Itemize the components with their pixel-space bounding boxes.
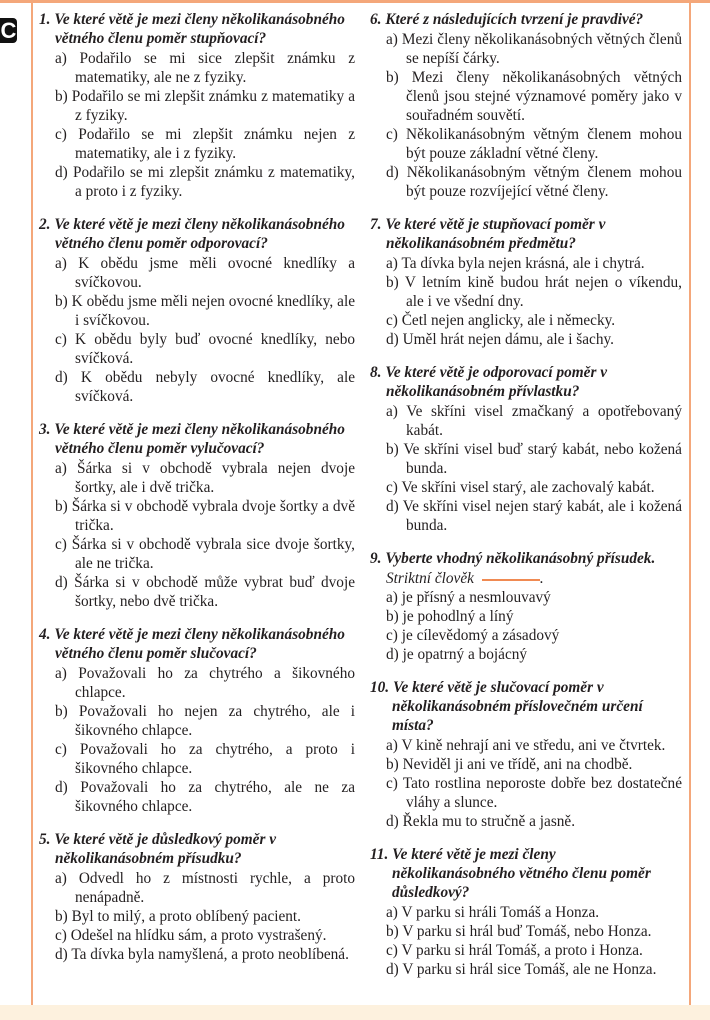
option-text: K obědu nebyly ovocné knedlíky, ale svíčková.	[75, 369, 355, 405]
option-letter: b)	[55, 498, 68, 515]
option-letter: a)	[55, 255, 67, 272]
option-letter: a)	[386, 403, 398, 420]
answer-option[interactable]	[55, 497, 355, 535]
answer-option[interactable]	[386, 755, 682, 774]
option-text: Mezi členy několikanásobných větných členů se nepíší čárky.	[401, 31, 682, 67]
option-text: Četl nejen anglicky, ale i německy.	[401, 312, 616, 329]
option-text: Ve skříni visel nejen starý kabát, ale i kožená bunda.	[402, 498, 682, 534]
option-text: Považovali ho za chytrého, a proto i šikovného chlapce.	[75, 741, 356, 777]
question-6	[370, 10, 682, 201]
option-text: je cílevědomý a zásadový	[401, 627, 560, 644]
question-3	[39, 420, 355, 611]
answer-option[interactable]	[386, 626, 682, 645]
option-text: Ve skříni visel zmačkaný a opotřebovaný kabát.	[406, 403, 682, 439]
option-text: Neviděl ji ani ve třídě, ani na chodbě.	[402, 756, 633, 773]
question-10	[370, 678, 682, 831]
option-letter: c)	[55, 741, 67, 758]
option-letter: c)	[55, 126, 67, 143]
option-letter: b)	[55, 908, 68, 925]
option-letter: d)	[55, 946, 68, 963]
prompt-end: .	[539, 570, 544, 587]
option-letter: d)	[55, 369, 68, 386]
option-text: je opatrný a bojácný	[402, 646, 528, 663]
option-letter: c)	[386, 942, 398, 959]
question-heading	[39, 625, 355, 663]
question-heading	[370, 10, 682, 29]
question-2	[39, 215, 355, 406]
answer-option[interactable]	[386, 960, 682, 979]
answer-option[interactable]	[55, 368, 355, 406]
answer-option[interactable]	[55, 535, 355, 573]
answer-option[interactable]	[386, 273, 682, 311]
answer-option[interactable]	[55, 330, 355, 368]
option-text: Ta dívka byla nejen krásná, ale i chytrá.	[401, 255, 645, 272]
answer-option[interactable]	[55, 702, 355, 740]
option-text: Podařilo se mi zlepšit známku nejen z matematiky, ale i z fyziky.	[75, 126, 355, 162]
left-margin-rule	[31, 0, 33, 1005]
question-text: Ve které větě je mezi členy několikanásobného větného členu poměr odporovací?	[54, 216, 345, 252]
option-text: Uměl hrát nejen dámu, ale i šachy.	[402, 331, 614, 348]
option-text: Ve skříni visel starý, ale zachovalý kabát.	[401, 479, 655, 496]
answer-option[interactable]	[386, 163, 682, 201]
answer-option[interactable]	[386, 922, 682, 941]
question-heading	[39, 420, 355, 458]
option-list	[39, 459, 355, 611]
answer-option[interactable]	[386, 478, 682, 497]
option-text: Odvedl ho z místnosti rychle, a proto nenápadně.	[75, 870, 355, 906]
option-text: Mezi členy několikanásobných větných členů jsou stejné významové poměry jako v souřadném souvětí.	[406, 69, 682, 124]
option-letter: c)	[386, 312, 398, 329]
answer-option[interactable]	[55, 163, 355, 201]
answer-option[interactable]	[55, 49, 355, 87]
option-text: V letním kině budou hrát nejen o víkendu, ale i ve všední dny.	[404, 274, 682, 310]
question-1	[39, 10, 355, 201]
answer-option[interactable]	[55, 740, 355, 778]
question-heading	[39, 10, 355, 48]
question-text: Ve které větě je slučovací poměr v několikanásobném příslovečném určení místa?	[392, 679, 643, 734]
option-letter: b)	[386, 756, 399, 773]
option-text: Ta dívka byla namyšlená, a proto neoblíbená.	[71, 946, 349, 963]
option-text: Podařilo se mi sice zlepšit známku z matematiky, ale ne z fyziky.	[75, 50, 355, 86]
answer-option[interactable]	[386, 125, 682, 163]
question-heading	[370, 845, 682, 902]
option-letter: c)	[386, 775, 398, 792]
question-heading	[370, 215, 682, 253]
question-number: 4.	[39, 626, 51, 643]
question-number: 5.	[39, 831, 51, 848]
option-text: Podařilo se mi zlepšit známku z matematiky, a proto i z fyziky.	[72, 164, 356, 200]
answer-option[interactable]	[55, 254, 355, 292]
question-text: Vyberte vhodný několikanásobný přísudek.	[385, 550, 656, 567]
question-4	[39, 625, 355, 816]
option-letter: c)	[55, 536, 67, 553]
option-letter: d)	[386, 646, 399, 663]
option-letter: a)	[55, 870, 67, 887]
question-text: Ve které větě je mezi členy několikanásobného větného členu poměr slučovací?	[54, 626, 345, 662]
question-text: Ve které větě je mezi členy několikanásobného větného členu poměr stupňovací?	[54, 11, 345, 47]
option-letter: c)	[55, 331, 67, 348]
option-list	[39, 254, 355, 406]
question-heading	[39, 830, 355, 868]
answer-option[interactable]	[386, 903, 682, 922]
footer-band	[0, 1005, 710, 1020]
option-letter: b)	[55, 88, 68, 105]
answer-option[interactable]	[386, 68, 682, 125]
option-text: Byl to milý, a proto oblíbený pacient.	[71, 908, 301, 925]
option-letter: a)	[386, 589, 398, 606]
option-text: V parku si hráli Tomáš a Honza.	[401, 904, 600, 921]
question-9	[370, 549, 682, 664]
option-list	[39, 664, 355, 816]
option-letter: a)	[386, 737, 398, 754]
answer-blank[interactable]	[482, 579, 540, 581]
answer-option[interactable]	[386, 645, 682, 664]
option-letter: c)	[386, 627, 398, 644]
option-list	[370, 903, 682, 979]
answer-option[interactable]	[55, 945, 355, 964]
answer-option[interactable]	[386, 311, 682, 330]
question-text: Které z následujících tvrzení je pravdivé?	[385, 11, 644, 28]
option-text: K obědu byly buď ovocné knedlíky, nebo svíčková.	[75, 331, 356, 367]
option-text: V parku si hrál buď Tomáš, nebo Honza.	[402, 923, 652, 940]
answer-option[interactable]	[386, 588, 682, 607]
question-heading	[39, 215, 355, 253]
answer-option[interactable]	[55, 664, 355, 702]
question-8	[370, 363, 682, 535]
option-letter: b)	[386, 441, 399, 458]
option-text: Podařilo se mi zlepšit známku z matematiky a z fyziky.	[71, 88, 355, 124]
option-text: Považovali ho nejen za chytrého, ale i šikovného chlapce.	[75, 703, 355, 739]
answer-option[interactable]	[386, 812, 682, 831]
option-text: Považovali ho za chytrého, ale ne za šikovného chlapce.	[75, 779, 355, 815]
option-letter: b)	[386, 69, 399, 86]
answer-option[interactable]	[386, 736, 682, 755]
answer-option[interactable]	[386, 254, 682, 273]
option-letter: c)	[386, 126, 398, 143]
option-text: Šárka si v obchodě vybrala nejen dvoje šortky, ale i dvě trička.	[75, 460, 355, 496]
answer-option[interactable]	[386, 774, 682, 812]
question-7	[370, 215, 682, 349]
option-text: Šárka si v obchodě vybrala dvoje šortky a dvě trička.	[71, 498, 355, 534]
answer-option[interactable]	[55, 87, 355, 125]
option-letter: b)	[55, 293, 68, 310]
option-text: Řekla mu to stručně a jasně.	[402, 813, 576, 830]
option-letter: a)	[386, 31, 398, 48]
answer-option[interactable]	[55, 778, 355, 816]
option-text: Šárka si v obchodě vybrala sice dvoje šortky, ale ne trička.	[71, 536, 356, 572]
question-text: Ve které větě je odporovací poměr v několikanásobném přívlastku?	[385, 364, 608, 400]
left-column	[39, 10, 355, 978]
answer-option[interactable]	[386, 402, 682, 440]
option-list	[39, 49, 355, 201]
option-letter: d)	[386, 813, 399, 830]
answer-option[interactable]	[386, 330, 682, 349]
option-letter: d)	[386, 164, 399, 181]
question-5	[39, 830, 355, 964]
option-text: Několikanásobným větným členem mohou být pouze základní větné členy.	[406, 126, 682, 162]
option-text: K obědu jsme měli ovocné knedlíky a svíčkovou.	[75, 255, 356, 291]
question-number: 8.	[370, 364, 382, 381]
option-letter: b)	[386, 608, 399, 625]
option-letter: a)	[386, 904, 398, 921]
answer-option[interactable]	[55, 869, 355, 907]
option-letter: d)	[386, 961, 399, 978]
option-letter: a)	[55, 460, 67, 477]
answer-option[interactable]	[55, 459, 355, 497]
answer-option[interactable]	[386, 607, 682, 626]
option-letter: b)	[55, 703, 68, 720]
option-letter: b)	[386, 923, 399, 940]
right-column	[370, 10, 682, 993]
option-text: V parku si hrál Tomáš, a proto i Honza.	[401, 942, 643, 959]
option-letter: d)	[55, 164, 68, 181]
answer-option[interactable]	[386, 497, 682, 535]
option-text: Považovali ho za chytrého a šikovného chlapce.	[75, 665, 356, 701]
option-letter: b)	[386, 274, 399, 291]
option-list	[370, 736, 682, 831]
option-text: Šárka si v obchodě může vybrat buď dvoje šortky, nebo dvě trička.	[74, 574, 355, 610]
answer-option[interactable]	[386, 440, 682, 478]
question-text: Ve které větě je mezi členy několikanásobného větného členu poměr důsledkový?	[392, 846, 651, 901]
option-text: Ve skříni visel buď starý kabát, nebo kožená bunda.	[403, 441, 682, 477]
option-text: je přísný a nesmlouvavý	[401, 589, 551, 606]
question-heading	[370, 549, 682, 568]
option-list	[370, 254, 682, 349]
answer-option[interactable]	[386, 30, 682, 68]
option-list	[370, 588, 682, 664]
option-text: Tato rostlina neporoste dobře bez dostatečné vláhy a slunce.	[402, 775, 682, 811]
prompt-text: Striktní člověk	[386, 570, 474, 587]
option-letter: d)	[55, 574, 68, 591]
option-letter: c)	[386, 479, 398, 496]
answer-option[interactable]	[55, 926, 355, 945]
answer-option[interactable]	[55, 573, 355, 611]
question-number: 9.	[370, 550, 382, 567]
option-letter: d)	[55, 779, 68, 796]
option-text: K obědu jsme měli nejen ovocné knedlíky, ale i svíčkovou.	[71, 293, 355, 329]
question-heading	[370, 363, 682, 401]
question-number: 6.	[370, 11, 382, 28]
question-number: 2.	[39, 216, 51, 233]
option-list	[370, 30, 682, 201]
question-number: 10.	[370, 679, 390, 696]
option-list	[39, 869, 355, 964]
option-text: V kině nehrají ani ve středu, ani ve čtvrtek.	[401, 737, 666, 754]
question-11	[370, 845, 682, 979]
section-badge: C	[0, 18, 17, 43]
question-heading	[370, 678, 682, 735]
option-list	[370, 402, 682, 535]
right-margin-rule	[689, 0, 691, 1005]
question-number: 3.	[39, 421, 51, 438]
option-letter: a)	[386, 255, 398, 272]
option-letter: c)	[55, 927, 67, 944]
answer-option[interactable]	[55, 125, 355, 163]
question-text: Ve které větě je důsledkový poměr v několikanásobném přísudku?	[54, 831, 277, 867]
answer-option[interactable]	[55, 907, 355, 926]
question-text: Ve které větě je stupňovací poměr v několikanásobném předmětu?	[385, 216, 606, 252]
option-letter: a)	[55, 665, 67, 682]
top-rule	[0, 0, 710, 3]
option-text: je pohodlný a líný	[402, 608, 514, 625]
answer-option[interactable]	[386, 941, 682, 960]
option-text: V parku si hrál sice Tomáš, ale ne Honza.	[402, 961, 657, 978]
question-text: Ve které větě je mezi členy několikanásobného větného členu poměr vylučovací?	[54, 421, 345, 457]
option-letter: a)	[55, 50, 67, 67]
option-text: Odešel na hlídku sám, a proto vystrašený.	[70, 927, 327, 944]
option-text: Několikanásobným větným členem mohou být pouze rozvíjející větné členy.	[406, 164, 682, 200]
question-number: 11.	[370, 846, 389, 863]
option-letter: d)	[386, 331, 399, 348]
fill-in-prompt	[370, 569, 682, 588]
option-letter: d)	[386, 498, 399, 515]
question-number: 1.	[39, 11, 51, 28]
answer-option[interactable]	[55, 292, 355, 330]
question-number: 7.	[370, 216, 382, 233]
